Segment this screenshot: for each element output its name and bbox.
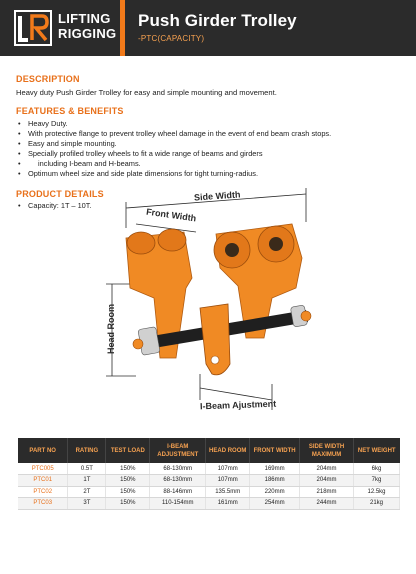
lr-logo-icon bbox=[14, 10, 52, 46]
list-item-continuation: including I-beam and H-beams. bbox=[38, 159, 141, 168]
table-cell: PTC005 bbox=[18, 463, 68, 475]
list-item: • Specially profiled trolley wheels to fit a wide range of beams and girders bbox=[16, 149, 331, 159]
page-header bbox=[0, 0, 416, 56]
brand-line-1: LIFTING bbox=[58, 11, 111, 26]
table-cell: 6kg bbox=[354, 463, 400, 475]
table-cell: 169mm bbox=[250, 463, 300, 475]
column-header: I-BEAM ADJUSTMENT bbox=[150, 438, 206, 463]
page-title: Push Girder Trolley bbox=[138, 11, 297, 30]
brand-name bbox=[58, 11, 116, 41]
table-cell: 186mm bbox=[250, 475, 300, 487]
table-cell: 68-130mm bbox=[150, 475, 206, 487]
table-cell: 88-146mm bbox=[150, 486, 206, 498]
specification-table bbox=[18, 438, 400, 510]
column-header: FRONT WIDTH bbox=[250, 438, 300, 463]
list-item: • Easy and simple mounting. bbox=[16, 139, 331, 149]
table-cell: 3T bbox=[68, 498, 106, 510]
table-cell: 244mm bbox=[300, 498, 354, 510]
list-item: • Optimum wheel size and side plate dimensions for tight turning-radius. bbox=[16, 169, 331, 179]
table-cell: 1T bbox=[68, 475, 106, 487]
table-cell: 161mm bbox=[206, 498, 250, 510]
column-header: NET WEIGHT bbox=[354, 438, 400, 463]
table-cell: 150% bbox=[106, 486, 150, 498]
table-cell: 220mm bbox=[250, 486, 300, 498]
table-cell: 150% bbox=[106, 463, 150, 475]
table-cell: PTC03 bbox=[18, 498, 68, 510]
table-cell: 204mm bbox=[300, 463, 354, 475]
table-cell: 254mm bbox=[250, 498, 300, 510]
table-cell: 68-130mm bbox=[150, 463, 206, 475]
table-cell: 204mm bbox=[300, 475, 354, 487]
trolley-image-icon bbox=[96, 188, 396, 423]
features-list bbox=[16, 119, 331, 179]
table-row bbox=[18, 463, 400, 475]
table-cell: 150% bbox=[106, 475, 150, 487]
product-details-list bbox=[16, 201, 92, 211]
column-header: HEAD ROOM bbox=[206, 438, 250, 463]
trolley-diagram bbox=[96, 188, 396, 423]
side-width-label: Side Width bbox=[193, 189, 241, 203]
table-cell: 218mm bbox=[300, 486, 354, 498]
head-room-label: Head Room bbox=[106, 304, 116, 355]
table-cell: 107mm bbox=[206, 463, 250, 475]
table-row bbox=[18, 486, 400, 498]
table-cell: 0.5T bbox=[68, 463, 106, 475]
table-row bbox=[18, 498, 400, 510]
table-cell: 12.5kg bbox=[354, 486, 400, 498]
table-cell: 135.5mm bbox=[206, 486, 250, 498]
list-item: • Heavy Duty. bbox=[16, 119, 331, 129]
table-cell: 7kg bbox=[354, 475, 400, 487]
column-header: PART NO bbox=[18, 438, 68, 463]
list-item bbox=[16, 159, 331, 169]
table-row bbox=[18, 475, 400, 487]
column-header: RATING bbox=[68, 438, 106, 463]
table-header-row bbox=[18, 438, 400, 463]
column-header: TEST LOAD bbox=[106, 438, 150, 463]
product-details-heading: PRODUCT DETAILS bbox=[16, 189, 104, 199]
brand-line-2: RIGGING bbox=[58, 26, 117, 41]
header-accent-bar bbox=[120, 0, 125, 56]
features-heading: FEATURES & BENEFITS bbox=[16, 106, 124, 116]
column-header: SIDE WIDTH MAXIMUM bbox=[300, 438, 354, 463]
table-cell: 107mm bbox=[206, 475, 250, 487]
page-subtitle: -PTC(CAPACITY) bbox=[138, 34, 205, 43]
table-cell: 150% bbox=[106, 498, 150, 510]
list-item: • Capacity: 1T – 10T. bbox=[16, 201, 92, 211]
table-cell: 110-154mm bbox=[150, 498, 206, 510]
table-cell: PTC02 bbox=[18, 486, 68, 498]
table-cell: PTC01 bbox=[18, 475, 68, 487]
table-cell: 2T bbox=[68, 486, 106, 498]
ibeam-adjustment-label: I-Beam Ajustment bbox=[199, 398, 277, 412]
front-width-label: Front Width bbox=[145, 206, 197, 224]
description-heading: DESCRIPTION bbox=[16, 74, 80, 84]
table-cell: 21kg bbox=[354, 498, 400, 510]
list-item: • With protective flange to prevent trolley wheel damage in the event of end beam crash stops. bbox=[16, 129, 331, 139]
description-text: Heavy duty Push Girder Trolley for easy and simple mounting and movement. bbox=[16, 88, 277, 97]
